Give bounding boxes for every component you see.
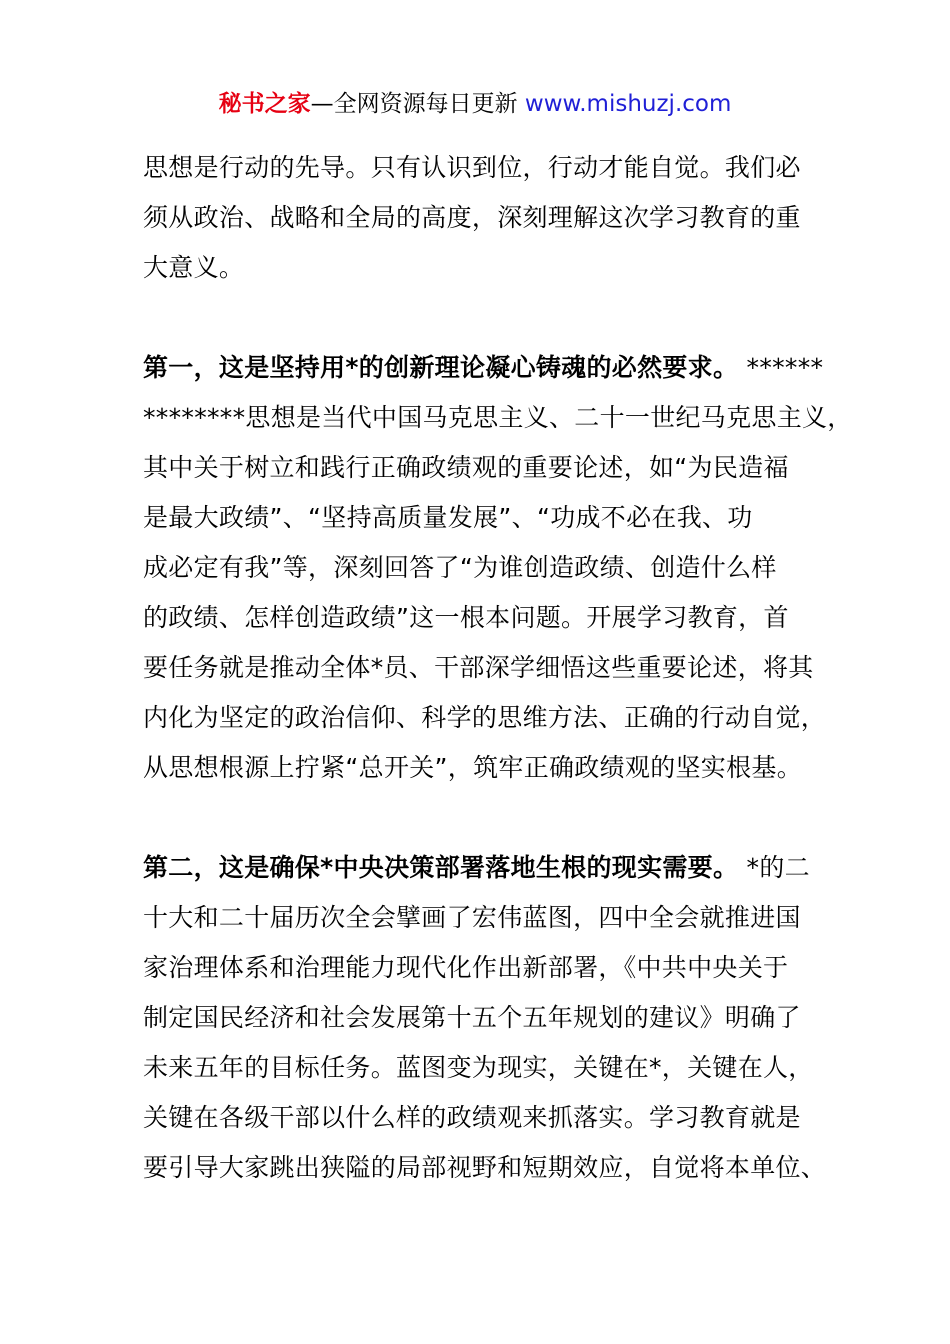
paragraph-first [143, 343, 853, 793]
section-heading-first: 第一，这是坚持用*的创新理论凝心铸魂的必然要求。 [143, 353, 739, 382]
lead-tail-text: *的二 [738, 853, 810, 882]
paragraph-line: ********思想是当代中国马克思主义、二十一世纪马克思主义， [143, 403, 853, 432]
paragraph-line: 思想是行动的先导。只有认识到位，行动才能自觉。我们必 [143, 153, 801, 182]
page-header [0, 86, 950, 122]
lead-tail-text: ****** [738, 353, 824, 382]
paragraph-line: 要任务就是推动全体*员、干部深学细悟这些重要论述，将其 [143, 653, 814, 682]
paragraph-gap [143, 793, 833, 843]
paragraph-line: 是最大政绩”、“坚持高质量发展”、“功成不必在我、功 [143, 503, 753, 532]
paragraph-lead-line [143, 343, 833, 393]
brand-name: 秘书之家 [218, 91, 311, 117]
paragraph-line: 从思想根源上拧紧“总开关”，筑牢正确政绩观的坚实根基。 [143, 753, 803, 782]
paragraph-gap [143, 293, 833, 343]
document-body [143, 143, 853, 1193]
paragraph-intro [143, 143, 833, 293]
paragraph-line: 成必定有我”等，深刻回答了“为谁创造政绩、创造什么样 [143, 553, 777, 582]
paragraph-line: 家治理体系和治理能力现代化作出新部署，《中共中央关于 [143, 953, 789, 982]
paragraph-lead-line [143, 843, 833, 893]
header-tagline: —全网资源每日更新 [310, 91, 525, 117]
paragraph-line: 大意义。 [143, 253, 245, 282]
paragraph-line: 内化为坚定的政治信仰、科学的思维方法、正确的行动自觉， [143, 703, 827, 732]
paragraph-line: 其中关于树立和践行正确政绩观的重要论述，如“为民造福 [143, 453, 789, 482]
paragraph-line: 制定国民经济和社会发展第十五个五年规划的建议》明确了 [143, 1003, 801, 1032]
paragraph-line: 的政绩、怎样创造政绩”这一根本问题。开展学习教育，首 [143, 603, 789, 632]
paragraph-line: 要引导大家跳出狭隘的局部视野和短期效应，自觉将本单位、 [143, 1153, 827, 1182]
paragraph-line: 未来五年的目标任务。蓝图变为现实，关键在*，关键在人， [143, 1053, 814, 1082]
paragraph-line: 须从政治、战略和全局的高度，深刻理解这次学习教育的重 [143, 203, 801, 232]
section-heading-second: 第二，这是确保*中央决策部署落地生根的现实需要。 [143, 853, 739, 882]
paragraph-second [143, 843, 833, 1193]
header-url-link[interactable]: www.mishuzj.com [524, 91, 732, 117]
paragraph-line: 关键在各级干部以什么样的政绩观来抓落实。学习教育就是 [143, 1103, 801, 1132]
paragraph-line: 十大和二十届历次全会擘画了宏伟蓝图，四中全会就推进国 [143, 903, 801, 932]
